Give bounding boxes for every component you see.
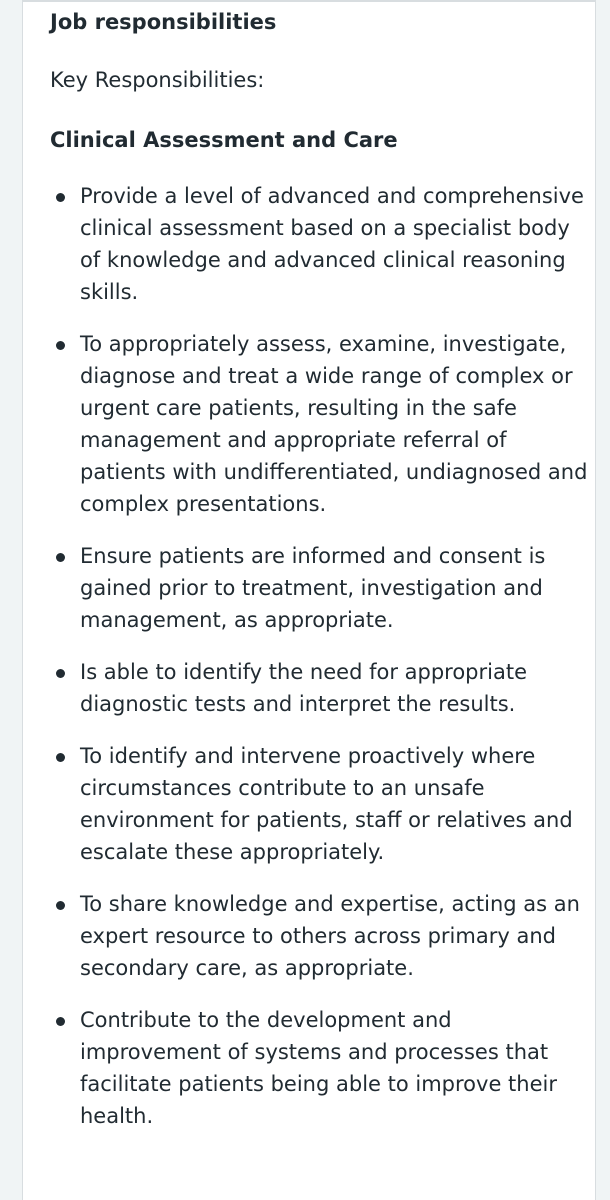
clinical-assessment-heading: Clinical Assessment and Care	[50, 128, 398, 152]
list-item	[50, 540, 590, 636]
list-item	[50, 656, 590, 720]
bullet-icon	[56, 901, 65, 910]
bullet-icon	[56, 1017, 65, 1026]
bullet-icon	[56, 553, 65, 562]
list-item-text: Contribute to the development and improvement of systems and processes that facilitate patients being able to improve their health.	[80, 1008, 557, 1128]
responsibilities-list	[50, 180, 590, 1132]
list-item-text: To share knowledge and expertise, acting as an expert resource to others across primary and secondary care, as appropriate.	[80, 892, 580, 980]
section-heading: Job responsibilities	[50, 10, 277, 34]
list-item	[50, 740, 590, 868]
bullet-icon	[56, 341, 65, 350]
key-responsibilities-heading: Key Responsibilities:	[50, 68, 265, 92]
job-details-panel	[22, 0, 596, 1200]
list-item	[50, 180, 590, 308]
job-responsibilities-section	[50, 8, 590, 1152]
bullet-icon	[56, 753, 65, 762]
list-item-text: To identify and intervene proactively where circumstances contribute to an unsafe environment for patients, staff or relatives and escalate these appropriately.	[80, 744, 573, 864]
list-item-text: Provide a level of advanced and comprehensive clinical assessment based on a specialist body of knowledge and advanced clinical reasoning skills.	[80, 184, 584, 304]
list-item-text: Is able to identify the need for appropriate diagnostic tests and interpret the results.	[80, 660, 527, 716]
list-item	[50, 888, 590, 984]
list-item	[50, 328, 590, 520]
bullet-icon	[56, 193, 65, 202]
bullet-icon	[56, 669, 65, 678]
panel-divider	[23, 0, 595, 2]
list-item	[50, 1004, 590, 1132]
list-item-text: To appropriately assess, examine, investigate, diagnose and treat a wide range of complex or urgent care patients, resulting in the safe management and appropriate referral of patients with undifferentiated, undiagnosed and complex presentations.	[80, 332, 588, 516]
list-item-text: Ensure patients are informed and consent is gained prior to treatment, investigation and management, as appropriate.	[80, 544, 546, 632]
